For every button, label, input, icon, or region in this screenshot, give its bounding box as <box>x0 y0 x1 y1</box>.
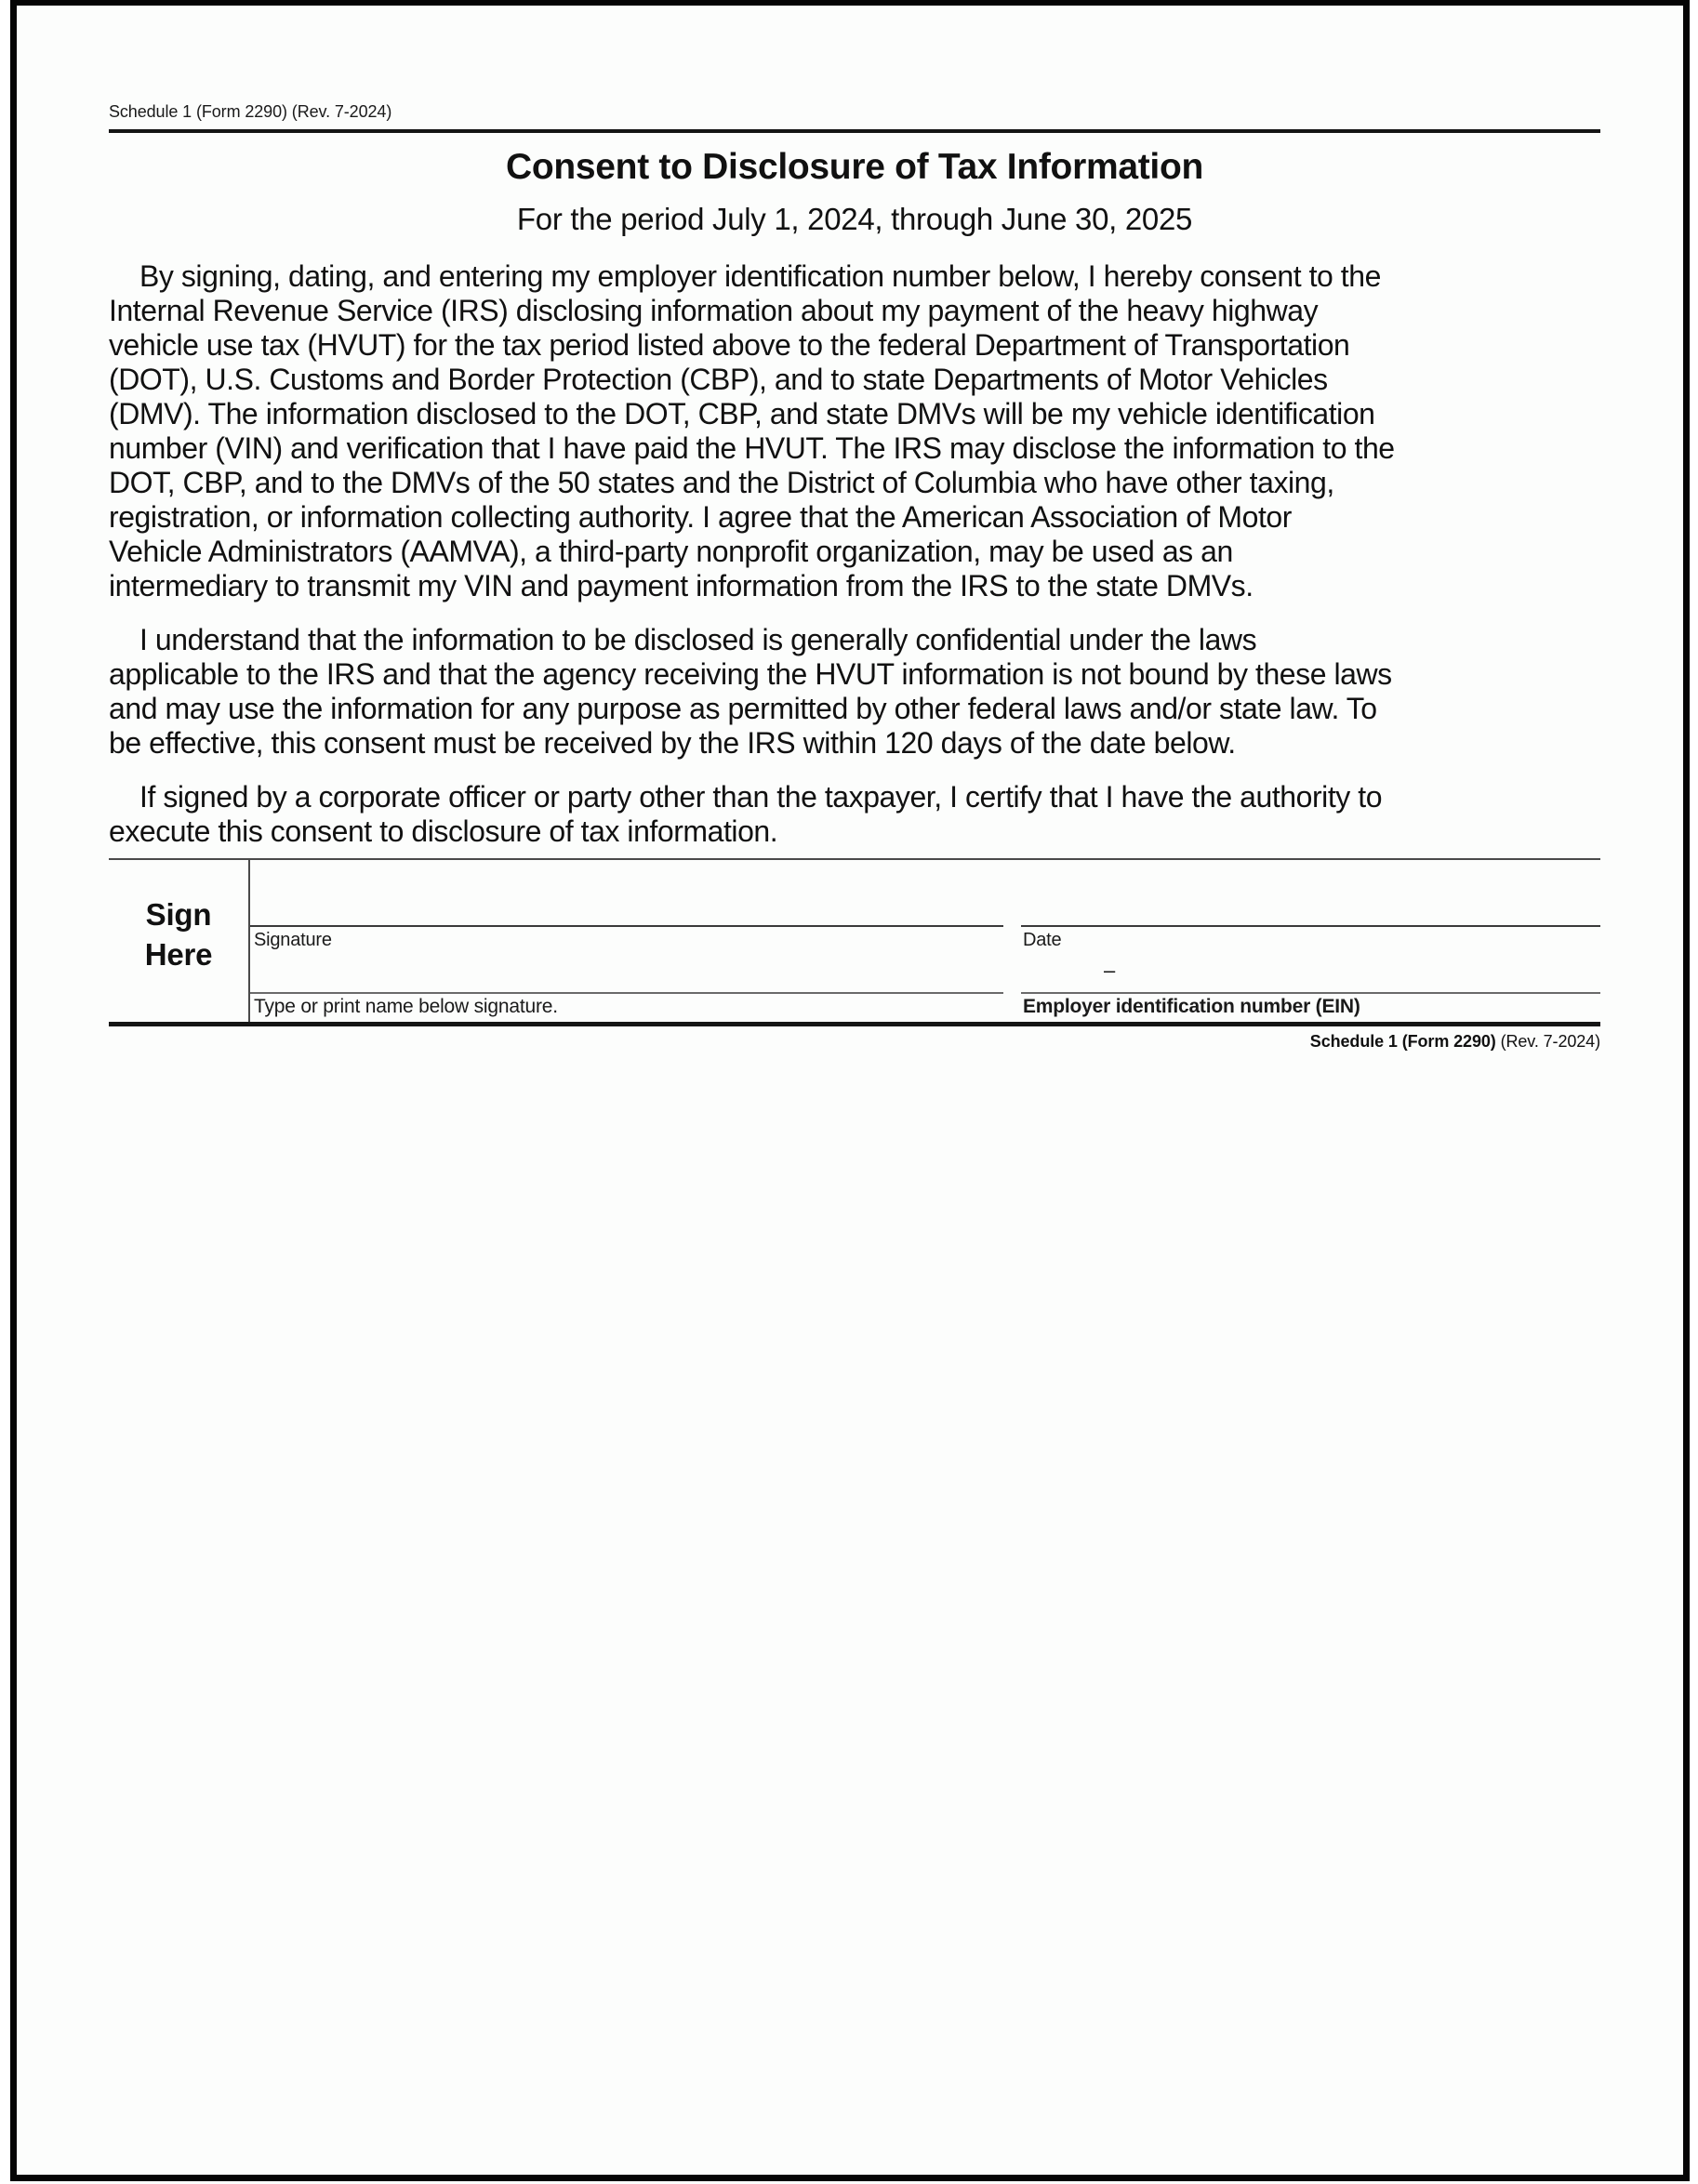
page-title: Consent to Disclosure of Tax Information <box>505 147 1203 187</box>
date-label: Date <box>1023 930 1062 950</box>
paragraph-line: applicable to the IRS and that the agency receiving the HVUT information is not bound by these laws <box>109 657 1392 691</box>
signature-block-bottom-rule <box>109 1022 1600 1026</box>
print-name-label: Type or print name below signature. <box>254 996 558 1017</box>
paragraph-line: Internal Revenue Service (IRS) disclosing information about my payment of the heavy highway <box>109 294 1319 327</box>
signature-label: Signature <box>254 930 332 950</box>
date-line <box>1021 925 1600 927</box>
paragraph-line: intermediary to transmit my VIN and payment information from the IRS to the state DMVs. <box>109 569 1254 602</box>
header-rule <box>109 129 1600 133</box>
signature-block-divider <box>248 859 250 1024</box>
signature-field[interactable] <box>256 865 1003 922</box>
paragraph-line: (DMV). The information disclosed to the DOT, CBP, and state DMVs will be my vehicle identification <box>109 397 1375 430</box>
sign-here-label <box>109 894 248 974</box>
signature-line <box>250 925 1003 927</box>
paragraph-line: registration, or information collecting authority. I agree that the American Association of Motor <box>109 500 1292 534</box>
tax-period-subtitle: For the period July 1, 2024, through June 30, 2025 <box>516 202 1193 236</box>
paragraph-line: and may use the information for any purpose as permitted by other federal laws and/or state law. To <box>109 692 1377 725</box>
ein-separator-dash: – <box>1104 959 1116 982</box>
form-header-label: Schedule 1 (Form 2290) (Rev. 7-2024) <box>109 102 392 121</box>
paragraph-line: Vehicle Administrators (AAMVA), a third-party nonprofit organization, may be used as an <box>109 535 1233 568</box>
ein-label: Employer identification number (EIN) <box>1023 996 1360 1017</box>
consent-paragraph-3 <box>109 780 1606 849</box>
paragraph-line: DOT, CBP, and to the DMVs of the 50 states and the District of Columbia who have other taxing, <box>109 466 1334 499</box>
sign-here-line-1: Sign <box>145 897 212 932</box>
footer-form-name: Schedule 1 (Form 2290) <box>1309 1032 1496 1051</box>
paragraph-line: execute this consent to disclosure of tax information. <box>109 814 778 848</box>
ein-line <box>1021 992 1600 994</box>
print-name-field[interactable] <box>256 952 1003 991</box>
paragraph-line: By signing, dating, and entering my employer identification number below, I hereby consent to the <box>139 259 1381 293</box>
consent-paragraph-1 <box>109 259 1606 603</box>
signature-block-top-rule <box>109 858 1600 860</box>
print-name-line <box>250 992 1003 994</box>
footer-revision: (Rev. 7-2024) <box>1495 1032 1600 1051</box>
sign-here-line-2: Here <box>144 937 213 972</box>
consent-paragraph-2 <box>109 623 1606 761</box>
paragraph-line: If signed by a corporate officer or party other than the taxpayer, I certify that I have the authority to <box>139 780 1383 814</box>
form-footer <box>1310 1030 1600 1052</box>
paragraph-line: I understand that the information to be disclosed is generally confidential under the laws <box>139 623 1257 656</box>
paragraph-line: number (VIN) and verification that I have paid the HVUT. The IRS may disclose the information to the <box>109 431 1395 465</box>
paragraph-line: vehicle use tax (HVUT) for the tax period listed above to the federal Department of Transportation <box>109 328 1350 362</box>
date-field[interactable] <box>1025 865 1600 922</box>
paragraph-line: (DOT), U.S. Customs and Border Protection (CBP), and to state Departments of Motor Vehicles <box>109 363 1328 396</box>
paragraph-line: be effective, this consent must be received by the IRS within 120 days of the date below. <box>109 726 1236 760</box>
